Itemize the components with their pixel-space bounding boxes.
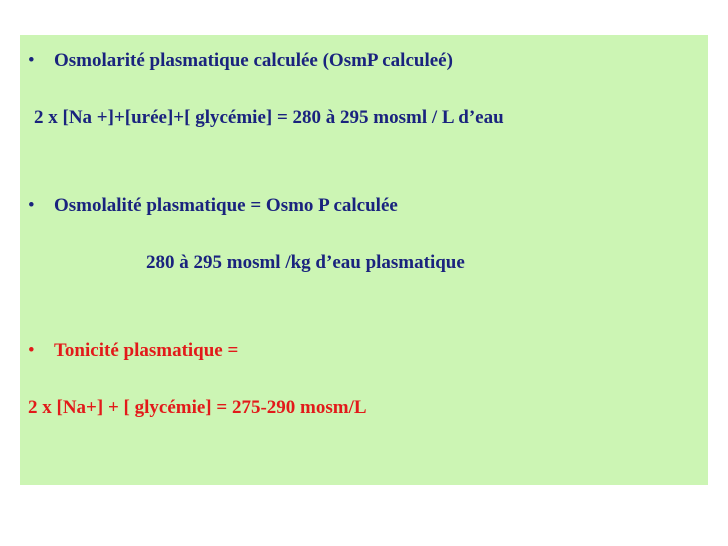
osmolalite-heading bbox=[28, 196, 398, 215]
osmolalite-range: 280 à 295 mosml /kg d’eau plasmatique bbox=[146, 252, 465, 273]
tonicite-heading bbox=[28, 341, 238, 360]
bullet-marker: • bbox=[28, 195, 35, 216]
osmolarite-formula: 2 x [Na +]+[urée]+[ glycémie] = 280 à 295 mosml / L d’eau bbox=[34, 107, 504, 128]
osmolarite-heading-text: Osmolarité plasmatique calculée (OsmP calculeé) bbox=[54, 50, 453, 71]
tonicite-heading-text: Tonicité plasmatique = bbox=[54, 340, 239, 361]
osmolarite-heading bbox=[28, 51, 453, 70]
bullet-marker: • bbox=[28, 50, 35, 71]
bullet-marker: • bbox=[28, 340, 35, 361]
osmolalite-heading-text: Osmolalité plasmatique = Osmo P calculée bbox=[54, 195, 398, 216]
tonicite-formula: 2 x [Na+] + [ glycémie] = 275-290 mosm/L bbox=[28, 397, 367, 418]
